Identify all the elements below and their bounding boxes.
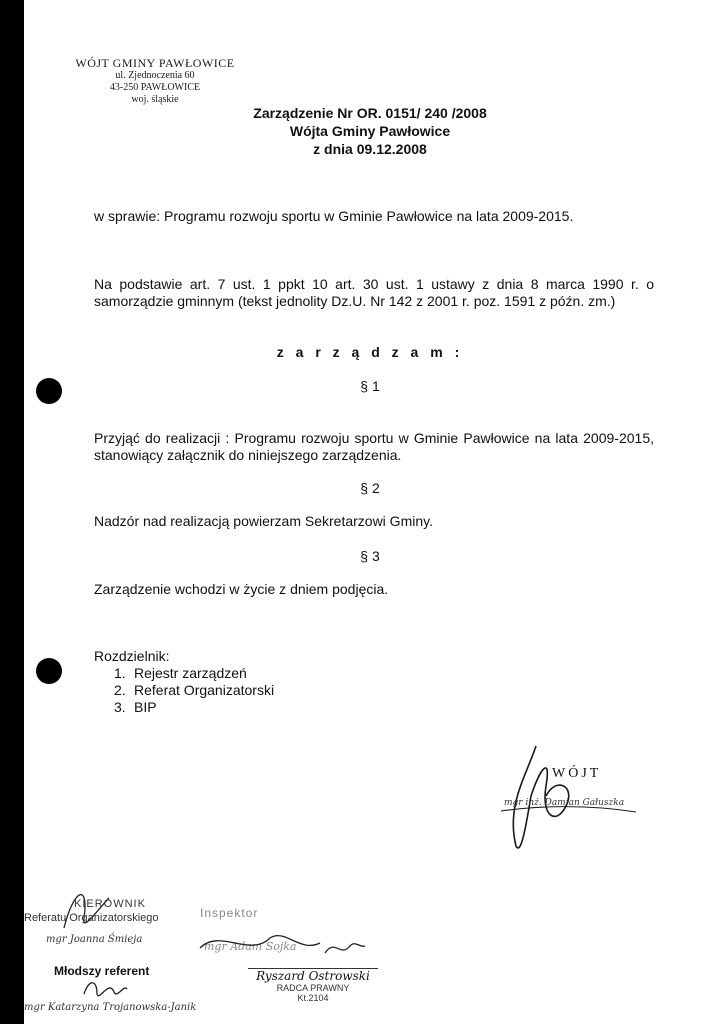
list-item-text: BIP	[134, 699, 157, 715]
list-item-text: Referat Organizatorski	[134, 682, 275, 698]
punch-hole-bottom	[36, 658, 62, 684]
radca-name: Ryszard Ostrowski	[256, 969, 370, 983]
referent-title: Młodszy referent	[54, 964, 150, 978]
title-issuer: Wójta Gminy Pawłowice	[289, 123, 451, 139]
kierownik-name: mgr Joanna Śmieja	[46, 934, 143, 945]
radca-stamp	[248, 968, 378, 1018]
subject-line: w sprawie: Programu rozwoju sportu w Gminie Pawłowice na lata 2009-2015.	[94, 208, 574, 224]
stamp-line-street: ul. Zjednoczenia 60	[115, 70, 195, 81]
section-3-mark: § 3	[360, 548, 380, 564]
list-item	[114, 682, 274, 699]
list-item-text: Rejestr zarządzeń	[134, 665, 247, 681]
section-1-mark: § 1	[360, 378, 380, 394]
wojt-title: WÓJT	[552, 766, 602, 781]
list-item-number: 3.	[114, 699, 126, 715]
title-date: z dnia 09.12.2008	[313, 141, 427, 157]
stamp-line-office: WÓJT GMINY PAWŁOWICE	[75, 56, 235, 70]
list-item	[114, 699, 274, 716]
section-1-text: Przyjąć do realizacji : Programu rozwoju sportu w Gminie Pawłowice na lata 2009-2015, stanowiący załącznik do niniejszego zarządzenia.	[94, 430, 654, 463]
title-number: Zarządzenie Nr OR. 0151/ 240 /2008	[253, 105, 487, 121]
section-2-text: Nadzór nad realizacją powierzam Sekretarzowi Gminy.	[94, 513, 433, 529]
stamp-line-region: woj. śląskie	[131, 94, 179, 105]
document-title	[190, 104, 550, 158]
radca-reg: Kt.2104	[297, 993, 329, 1003]
referent-name: mgr Katarzyna Trojanowska-Janik	[24, 1002, 197, 1013]
distribution-list	[114, 665, 274, 716]
distribution-label: Rozdzielnik:	[94, 648, 170, 664]
inspektor-signature-scribble	[190, 918, 370, 968]
section-2-mark: § 2	[360, 480, 380, 496]
inspektor-title: Inspektor	[200, 906, 259, 920]
scan-edge-bar	[0, 0, 24, 1024]
wojt-name: mgr inż. Damian Gałuszka	[504, 798, 625, 808]
list-item-number: 1.	[114, 665, 126, 681]
kierownik-dept: Referatu Organizatorskiego	[24, 912, 159, 924]
decree-word: z a r z ą d z a m :	[276, 344, 464, 360]
radca-title: RADCA PRAWNY	[276, 983, 350, 993]
punch-hole-top	[36, 378, 62, 404]
list-item	[114, 665, 274, 682]
section-3-text: Zarządzenie wchodzi w życie z dniem podjęcia.	[94, 581, 389, 597]
stamp-line-city: 43-250 PAWŁOWICE	[109, 82, 201, 93]
kierownik-title: KIEROWNIK	[74, 898, 146, 910]
wojt-signature-block	[496, 736, 656, 866]
referent-signature-scribble	[79, 974, 129, 1004]
official-stamp	[70, 56, 240, 106]
inspektor-name: mgr Adam Sojka	[204, 940, 297, 953]
legal-basis: Na podstawie art. 7 ust. 1 ppkt 10 art. 30 ust. 1 ustawy z dnia 8 marca 1990 r. o samorządzie gminnym (tekst jednolity Dz.U. Nr 142 z 2001 r. poz. 1591 z późn. zm.)	[94, 276, 654, 309]
list-item-number: 2.	[114, 682, 126, 698]
